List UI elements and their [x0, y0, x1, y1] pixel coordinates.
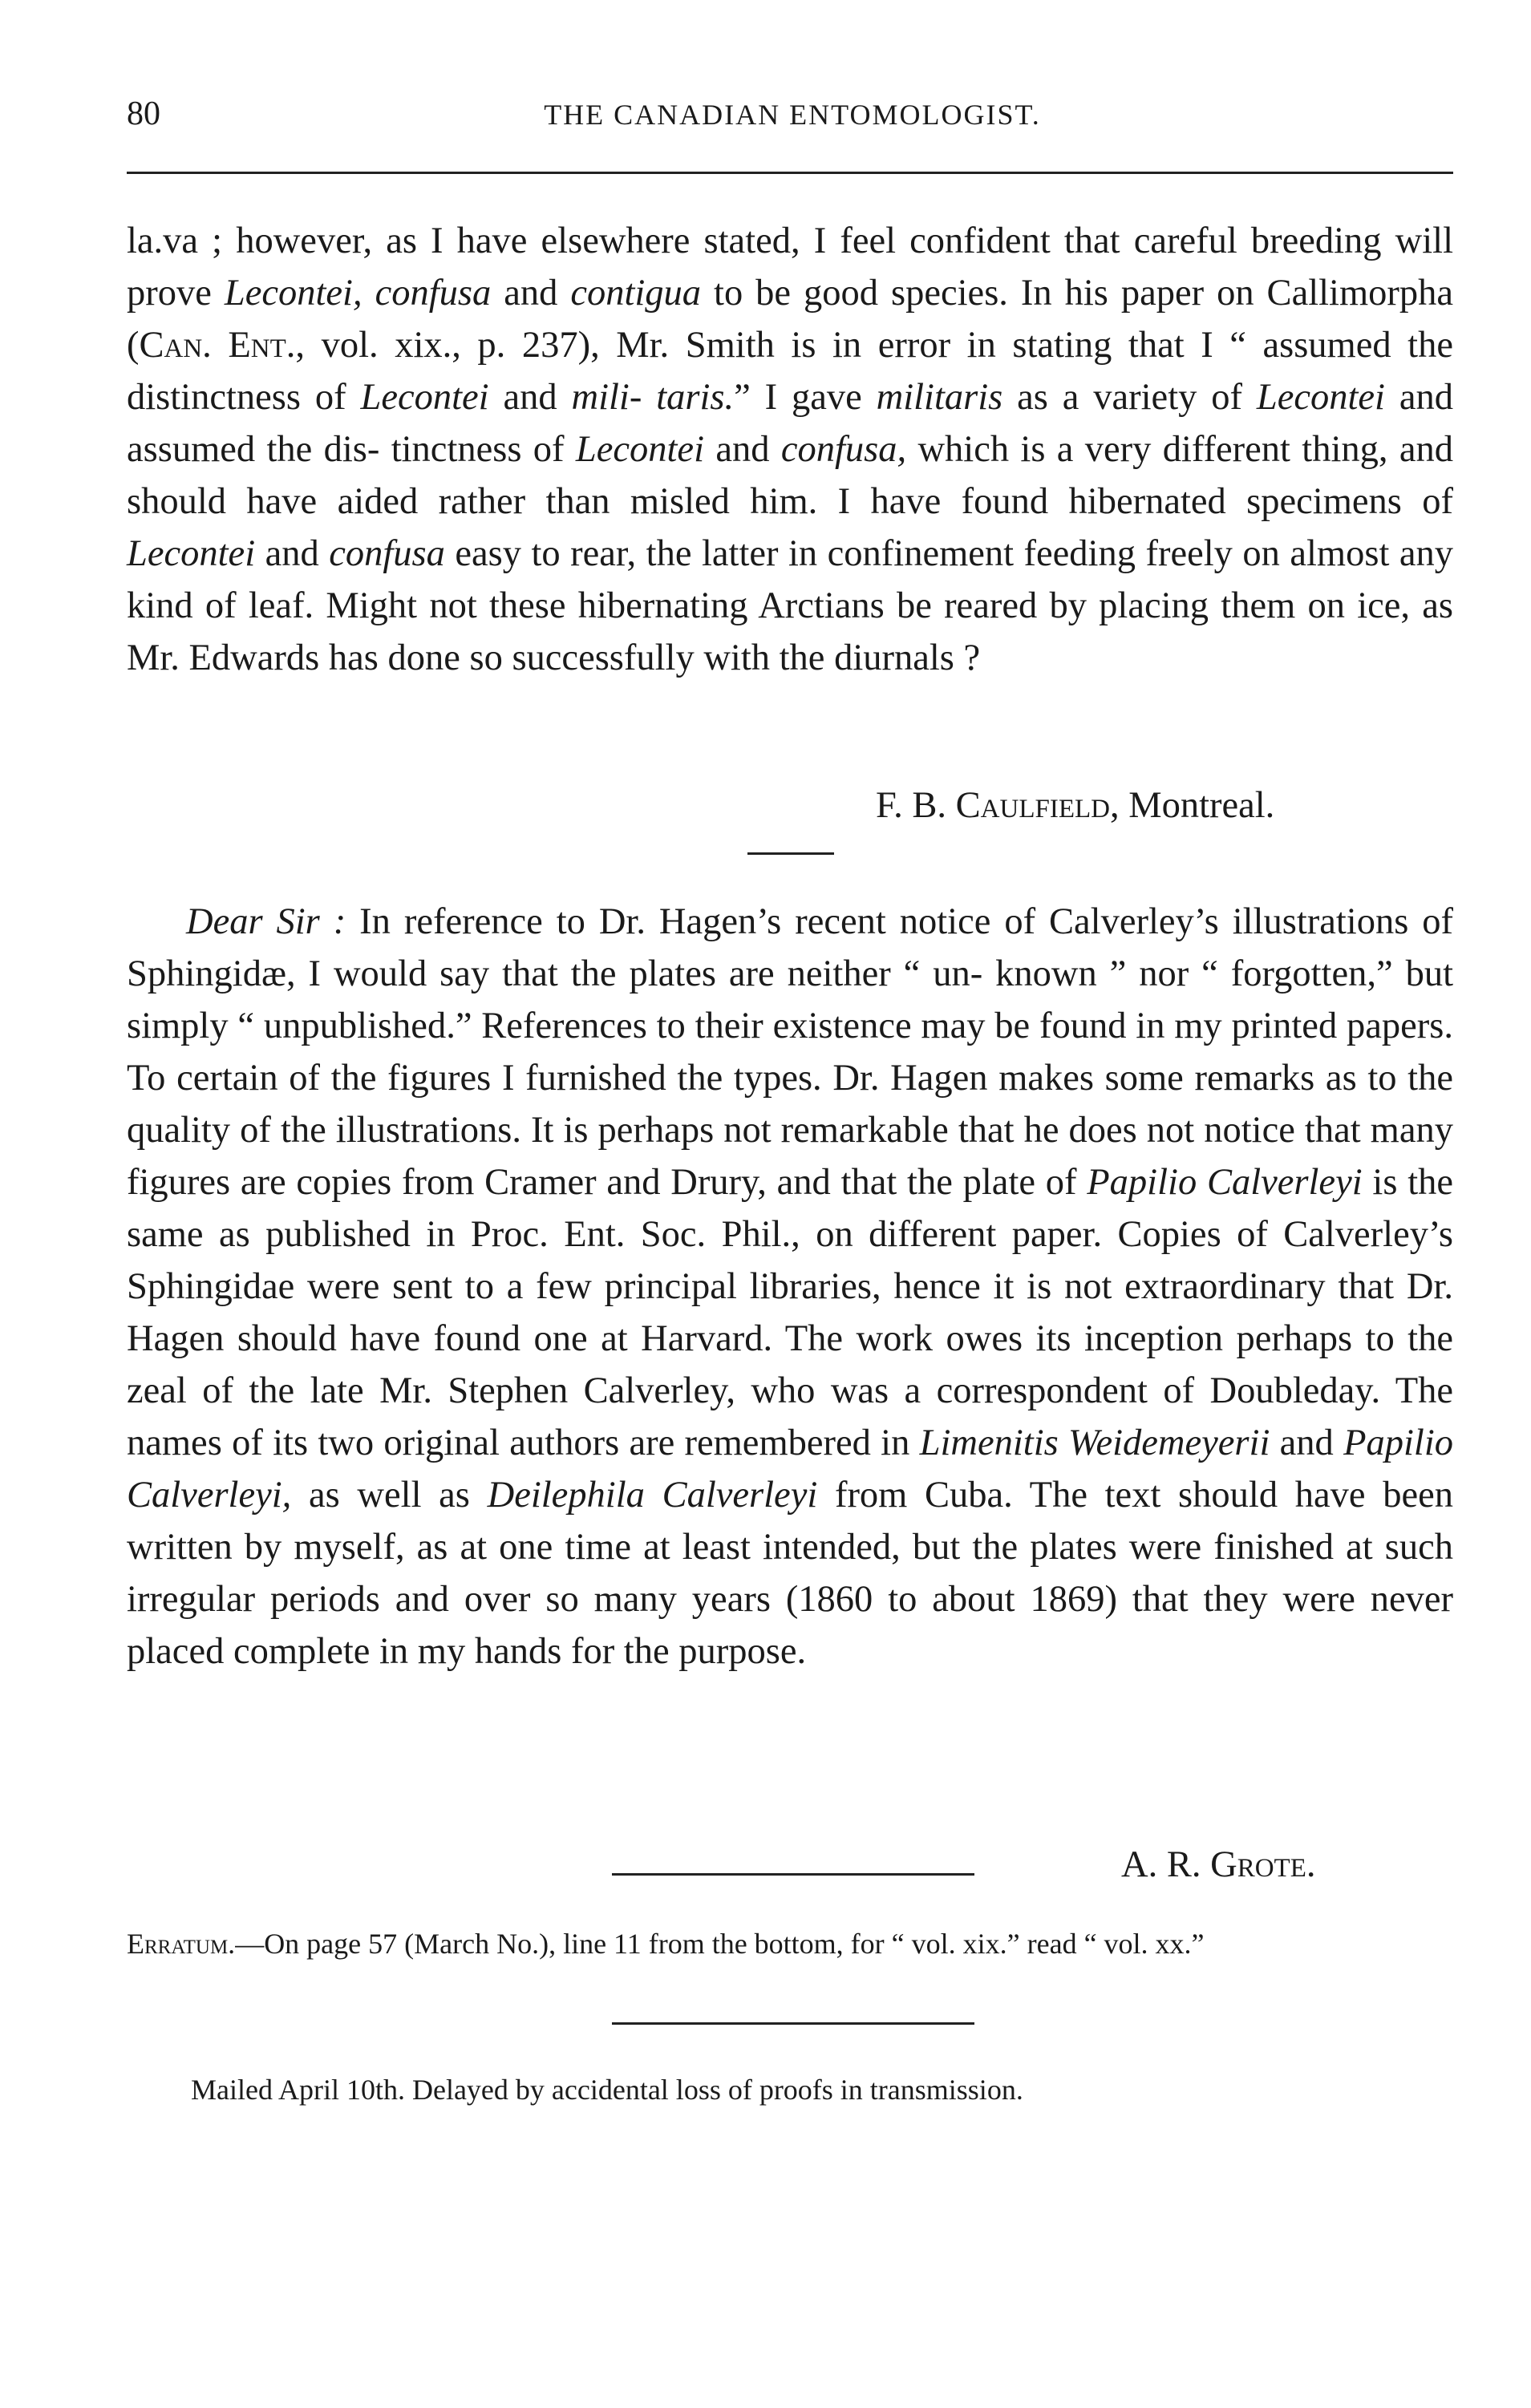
italic-term: Papilio Calverleyi,	[127, 1423, 1454, 1516]
italic-term: Lecontei	[360, 377, 489, 418]
signature-initials: F. B.	[876, 785, 956, 826]
text-run: ” I gave	[734, 377, 877, 418]
text-run: and	[488, 377, 572, 418]
erratum-note	[127, 1921, 1453, 1966]
text-run: which is a very different thing, and should have aided rather than misled him. I have found hibernated specimens of	[127, 429, 1453, 522]
text-run: easy to rear, the latter in confinement feeding freely on almost any kind of leaf. Might not these hibernating Arctians be reared by placing them on ice, as Mr. Edwards has done so successfully with the diurnals ?	[127, 533, 1453, 678]
section-divider	[747, 852, 834, 855]
letter-grote-body	[127, 896, 1453, 1678]
text-run: Can. Ent.	[139, 325, 296, 366]
mailed-note: Mailed April 10th. Delayed by accidental loss of proofs in transmission.	[191, 2074, 1023, 2106]
italic-term: militaris	[876, 377, 1003, 418]
text-run: , vol. xix., p. 237), Mr. Smith is in error in stating that I “ assumed the distinctness of	[127, 325, 1453, 418]
text-run: as a variety of	[1002, 377, 1257, 418]
text-run: as well as	[291, 1475, 488, 1516]
italic-term: confusa,	[780, 429, 907, 470]
running-head: THE CANADIAN ENTOMOLOGIST.	[544, 99, 1041, 131]
italic-term: Limenitis Weidemeyerii	[919, 1423, 1270, 1463]
page-number: 80	[127, 95, 160, 132]
text-run: to be good species. In his paper on Callimorpha (	[127, 273, 1454, 366]
signature-initials: A. R.	[1121, 1844, 1211, 1885]
erratum-label: Erratum.	[127, 1928, 236, 1960]
header-rule	[127, 172, 1453, 174]
signature-grote	[1121, 1839, 1315, 1891]
signature-surname: Caulfield	[955, 785, 1110, 826]
letter-grote	[127, 896, 1453, 1678]
text-run: from Cuba. The text should have been written by myself, as at one time at least intended, but the plates were finished at such irregular periods and over so many years (1860 to about 1869) that they were never placed complete in my hands for the purpose.	[127, 1475, 1454, 1672]
text-run: and	[255, 533, 330, 574]
text-run: and	[704, 429, 781, 470]
italic-term: mili- taris.	[571, 377, 735, 418]
italic-term: contigua	[570, 273, 702, 314]
letter-caulfield	[127, 215, 1453, 684]
letter-caulfield-body	[127, 215, 1453, 684]
divider-before-mailed-note	[612, 2022, 974, 2025]
text-run: and assumed the dis- tinctness of	[127, 377, 1453, 470]
signature-end: .	[1306, 1844, 1316, 1885]
text-run: and	[1270, 1423, 1344, 1463]
salutation: Dear Sir :	[186, 901, 346, 942]
erratum-text: —On page 57 (March No.), line 11 from the bottom, for “ vol. xix.” read “ vol. xx.”	[235, 1928, 1205, 1960]
page-header	[127, 95, 1458, 143]
text-run: In reference to Dr. Hagen’s recent notice of Calverley’s illustrations of Sphingidæ, I would say that the plates are neither “ un- known ” nor “ forgotten,” but simply “ unpublished.” References to their existence may be found in my printed papers. To certain of the figures I furnished the types. Dr. Hagen makes some remarks as to the quality of the illustrations. It is perhaps not remarkable that he does not notice that many figures are copies from Cramer and Drury, and that the plate of	[127, 901, 1453, 1203]
italic-term: Lecontei	[127, 533, 256, 574]
divider-before-erratum	[612, 1873, 974, 1876]
italic-term: Deilephila Calverleyi	[487, 1475, 818, 1516]
italic-term: Lecontei	[575, 429, 704, 470]
text-run: la.va ; however, as I have elsewhere stated, I feel confident that careful breeding will prove	[127, 221, 1453, 314]
signature-surname: Grote	[1210, 1844, 1306, 1885]
signature-caulfield	[876, 779, 1274, 832]
italic-term: Papilio Calverleyi	[1087, 1162, 1363, 1203]
italic-term: Lecontei	[1256, 377, 1385, 418]
italic-term: Lecontei, confusa	[224, 273, 492, 314]
text-run: is the same as published in Proc. Ent. Soc. Phil., on different paper. Copies of Calverley’s Sphingidae were sent to a few principal libraries, hence it is not extraordinary that Dr. Hagen should have found one at Harvard. The work owes its inception perhaps to the zeal of the late Mr. Stephen Calverley, who was a correspondent of Doubleday. The names of its two original authors are remembered in	[127, 1162, 1453, 1463]
italic-term: confusa	[329, 533, 445, 574]
text-run: and	[491, 273, 571, 314]
letter-grote-text	[127, 901, 1453, 1672]
signature-place: , Montreal.	[1109, 785, 1275, 826]
